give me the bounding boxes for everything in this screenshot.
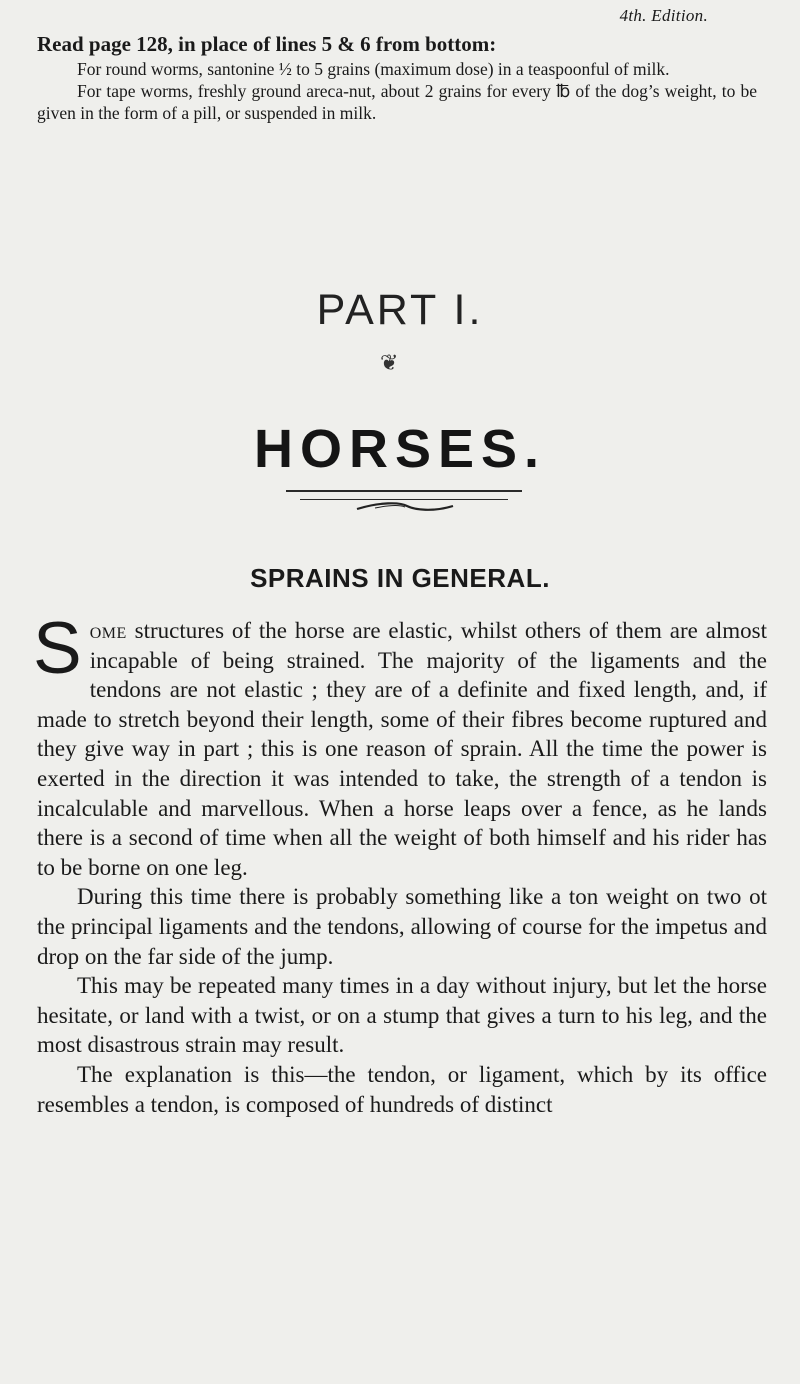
errata-paragraph-tape-worms: For tape worms, freshly ground areca-nut, about 2 grains for every ℔ of the dog’s weight, to be given in the form of a pill, or suspended in milk. (37, 81, 757, 123)
chapter-title: HORSES. (253, 419, 547, 479)
paragraph-4: The explanation is this—the tendon, or ligament, which by its office resembles a tendon, is composed of hundreds of distinct (37, 1061, 767, 1117)
title-rule (286, 490, 522, 492)
edition-label: 4th. Edition. (619, 6, 708, 25)
paragraph-1-text: structures of the horse are elastic, whilst others of them are almost incapable of being strained. The majority of the ligaments and the tendons are not elastic ; they are of a definite and fixed length, and, if made to stretch beyond their length, some of their fibres become ruptured and they give way in part ; this is one reason of sprain. All the time the power is exerted in the direction it was intended to take, the strength of a tendon is incalculable and marvellous. When a horse leaps over a fence, as he lands there is a second of time when all the weight of both himself and his rider has to be borne on one leg. (37, 618, 767, 880)
decorative-swash-icon (355, 500, 455, 514)
paragraph-3: This may be repeated many times in a day without injury, but let the horse hesitate, or land with a twist, or on a stump that gives a turn to his leg, and the most disastrous strain may result. (37, 973, 767, 1058)
errata-heading: Read page 128, in place of lines 5 & 6 from bottom: (37, 32, 497, 56)
errata-paragraph-round-worms: For round worms, santonine ½ to 5 grains (maximum dose) in a teaspoonful of milk. (77, 59, 670, 79)
section-heading: SPRAINS IN GENERAL. (250, 563, 550, 593)
part-title: PART I. (316, 286, 484, 334)
drop-cap: S (33, 608, 82, 689)
paragraph-1 (33, 608, 767, 882)
body-text (33, 608, 767, 1119)
small-caps-opening: ome (89, 618, 127, 643)
errata-note (37, 30, 757, 124)
fleuron-ornament-icon: ❦ (380, 350, 399, 375)
paragraph-2: During this time there is probably something like a ton weight on two ot the principal ligaments and the tendons, allowing of course for the impetus and drop on the far side of the jump. (37, 884, 767, 969)
